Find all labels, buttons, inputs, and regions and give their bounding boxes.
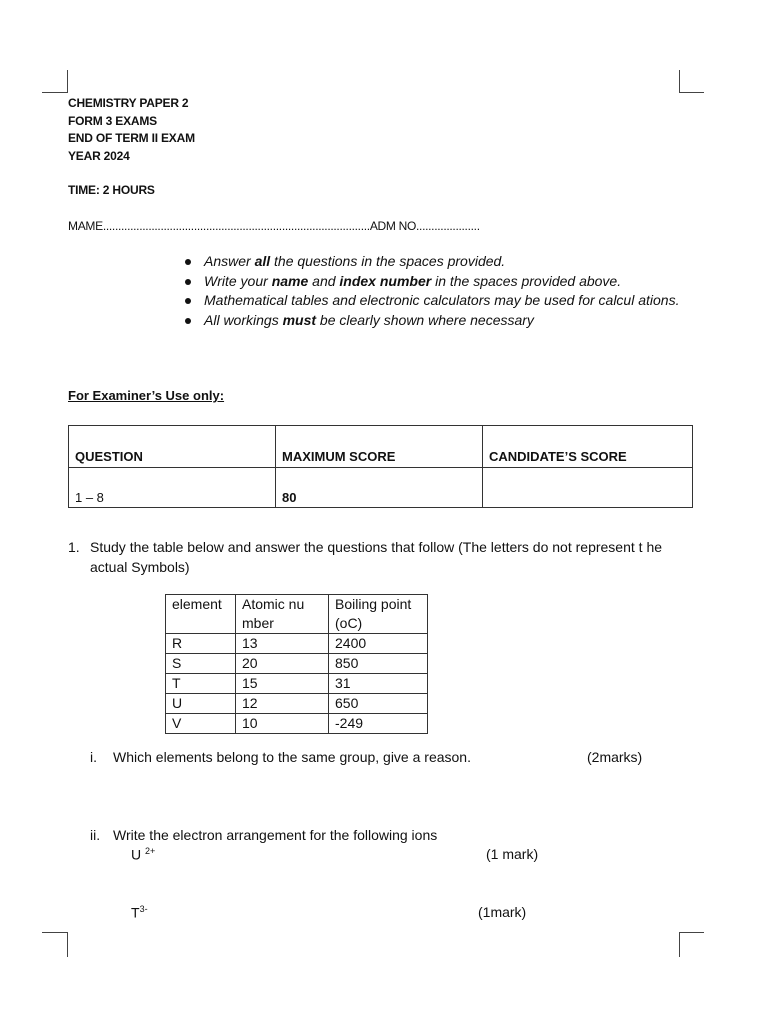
instruction-item: All workings must be clearly shown where necessary — [182, 311, 682, 331]
cell-boiling-point: 2400 — [329, 634, 428, 654]
examiner-score-table — [68, 425, 693, 508]
ion-t — [131, 904, 148, 921]
header-boiling-point: Boiling point (oC) — [329, 595, 428, 634]
ion-symbol: U — [131, 846, 142, 863]
table-row — [166, 714, 428, 734]
ion-charge: 3- — [139, 904, 148, 914]
cell-atomic-number: 13 — [236, 634, 329, 654]
header-atomic-number: Atomic nu mber — [236, 595, 329, 634]
cell-element: T — [166, 674, 236, 694]
part-ii-text: Write the electron arrangement for the following ions — [113, 827, 438, 843]
cell-boiling-point: 31 — [329, 674, 428, 694]
cell-candidate-score[interactable] — [483, 468, 693, 508]
instruction-item: Answer all the questions in the spaces provided. — [182, 252, 682, 272]
table-row — [166, 674, 428, 694]
cell-atomic-number: 12 — [236, 694, 329, 714]
table-header-row — [69, 426, 693, 468]
header-candidate-score: CANDIDATE’S SCORE — [483, 426, 693, 468]
instruction-item: Write your name and index number in the spaces provided above. — [182, 272, 682, 292]
table-row — [166, 694, 428, 714]
table-header-row — [166, 595, 428, 634]
header-element: element — [166, 595, 236, 634]
adm-field[interactable]: ..................... — [416, 219, 480, 233]
ion-u — [131, 846, 155, 863]
question-1 — [68, 538, 688, 577]
cell-boiling-point: 650 — [329, 694, 428, 714]
ion-t-marks: (1mark) — [478, 904, 527, 920]
header-line-form: FORM 3 EXAMS — [68, 113, 157, 128]
header-line-paper: CHEMISTRY PAPER 2 — [68, 96, 189, 110]
ion-symbol: T — [131, 904, 140, 921]
cell-element: S — [166, 654, 236, 674]
cell-question-range: 1 – 8 — [69, 468, 276, 508]
cell-element: U — [166, 694, 236, 714]
part-i-marks: (2marks) — [587, 749, 643, 765]
header-maximum-score: MAXIMUM SCORE — [276, 426, 483, 468]
cell-atomic-number: 10 — [236, 714, 329, 734]
name-adm-line — [68, 219, 480, 233]
exam-time: TIME: 2 HOURS — [68, 183, 155, 197]
cell-atomic-number: 15 — [236, 674, 329, 694]
cell-element: R — [166, 634, 236, 654]
name-field[interactable]: ........................................................................................ — [102, 219, 370, 233]
part-ii-label: ii. — [90, 827, 101, 843]
cell-boiling-point: 850 — [329, 654, 428, 674]
header-question: QUESTION — [69, 426, 276, 468]
ion-charge: 2+ — [145, 846, 156, 856]
cell-atomic-number: 20 — [236, 654, 329, 674]
adm-label: ADM NO — [369, 219, 417, 233]
elements-table — [165, 594, 428, 734]
cell-boiling-point: -249 — [329, 714, 428, 734]
name-label: MAME — [68, 219, 103, 233]
question-number: 1. — [68, 539, 80, 555]
instruction-item: Mathematical tables and electronic calculators may be used for calcul ations. — [182, 291, 682, 311]
ion-u-marks: (1 mark) — [486, 846, 539, 862]
question-text: Study the table below and answer the questions that follow (The letters do not represent t he actual Symbols) — [90, 539, 663, 575]
crop-mark-top-right — [679, 70, 704, 93]
crop-mark-top-left — [42, 70, 68, 93]
table-row — [166, 634, 428, 654]
table-row — [166, 654, 428, 674]
header-line-year: YEAR 2024 — [68, 148, 130, 163]
crop-mark-bottom-left — [42, 932, 68, 957]
examiner-use-title: For Examiner’s Use only: — [68, 388, 225, 403]
part-i-text: Which elements belong to the same group, give a reason. — [113, 749, 471, 765]
table-row — [69, 468, 693, 508]
exam-header — [68, 95, 195, 165]
cell-element: V — [166, 714, 236, 734]
cell-maximum-score: 80 — [276, 468, 483, 508]
instructions-list — [182, 252, 682, 330]
header-line-term: END OF TERM II EXAM — [68, 131, 195, 146]
part-i-label: i. — [90, 749, 97, 765]
crop-mark-bottom-right — [679, 932, 704, 957]
